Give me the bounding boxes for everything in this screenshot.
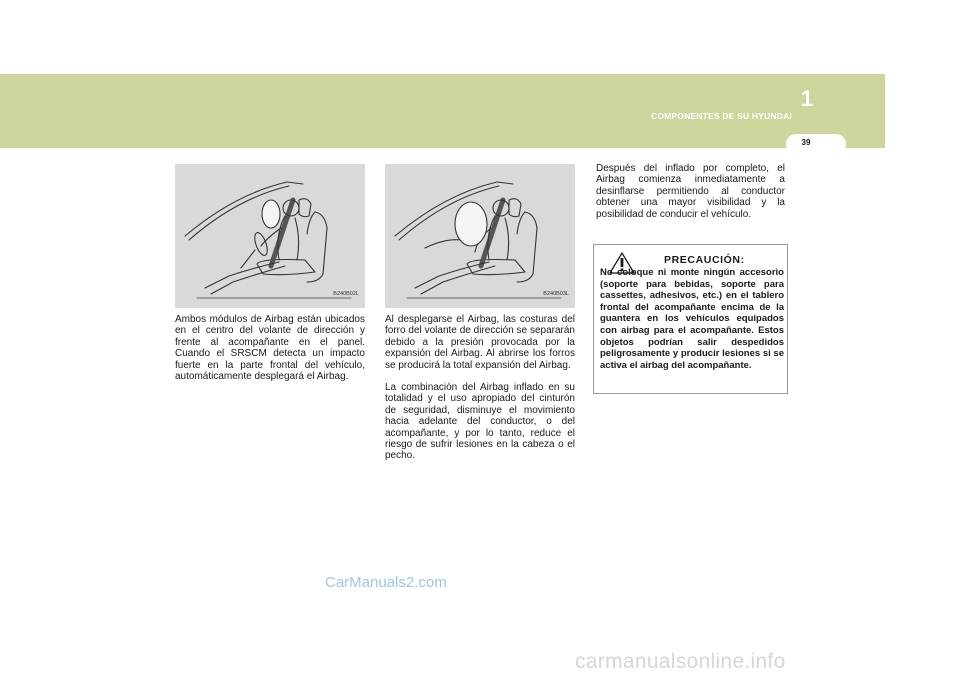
passenger-airbag-illustration (385, 164, 575, 308)
column-1-text (175, 314, 365, 393)
chapter-number: 1 (800, 86, 814, 111)
passenger-airbag-figure (385, 164, 575, 308)
page-number: 39 (801, 138, 811, 147)
column-3-text (596, 163, 785, 231)
paragraph: La combinación del Airbag inflado en su totalidad y el uso apropiado del cinturón de seguridad, disminuye el movimiento hacia adelante del conductor, o del acompañante, y por lo tanto, reduce el riesgo de sufrir lesiones en la cabeza o el pecho. (385, 382, 575, 462)
chapter-title: COMPONENTES DE SU HYUNDAI (650, 111, 792, 121)
driver-airbag-illustration (175, 164, 365, 308)
figure-code: B240B03L (543, 291, 569, 297)
paragraph: Al desplegarse el Airbag, las costuras del forro del volante de dirección se separarán debido a la presión provocada por la expansión del Airbag. Al abrirse los forros se producirá la total expansión del Airbag. (385, 314, 575, 371)
paragraph: Después del inflado por completo, el Airbag comienza inmediatamente a desinflarse permitiendo al conductor obtener una mayor visibilidad y la posibilidad de conducir el vehículo. (596, 163, 785, 220)
footer-watermark: carmanualsonline.info (575, 650, 786, 673)
caution-box (593, 244, 788, 394)
caution-title: PRECAUCIÓN: (664, 254, 745, 266)
caution-text: No coloque ni monte ningún accesorio (soporte para bebidas, soporte para cassettes, adhesivos, etc.) en el tablero frontal del acompañante encima de la guantera en los vehículos equipados con airbag para el acompañante. Estos objetos podrían salir despedidos peligrosamente y producir lesiones si se activa el airbag del acompañante. (600, 267, 784, 371)
column-2-text (385, 314, 575, 473)
driver-airbag-figure (175, 164, 365, 308)
paragraph: Ambos módulos de Airbag están ubicados en el centro del volante de dirección y frente al acompañante en el panel. Cuando el SRSCM detecta un impacto fuerte en la parte frontal del vehículo, automáticamente desplegará el Airbag. (175, 314, 365, 383)
watermark-logo: CarManuals2.com (325, 574, 447, 591)
figure-code: B240B02L (333, 291, 359, 297)
